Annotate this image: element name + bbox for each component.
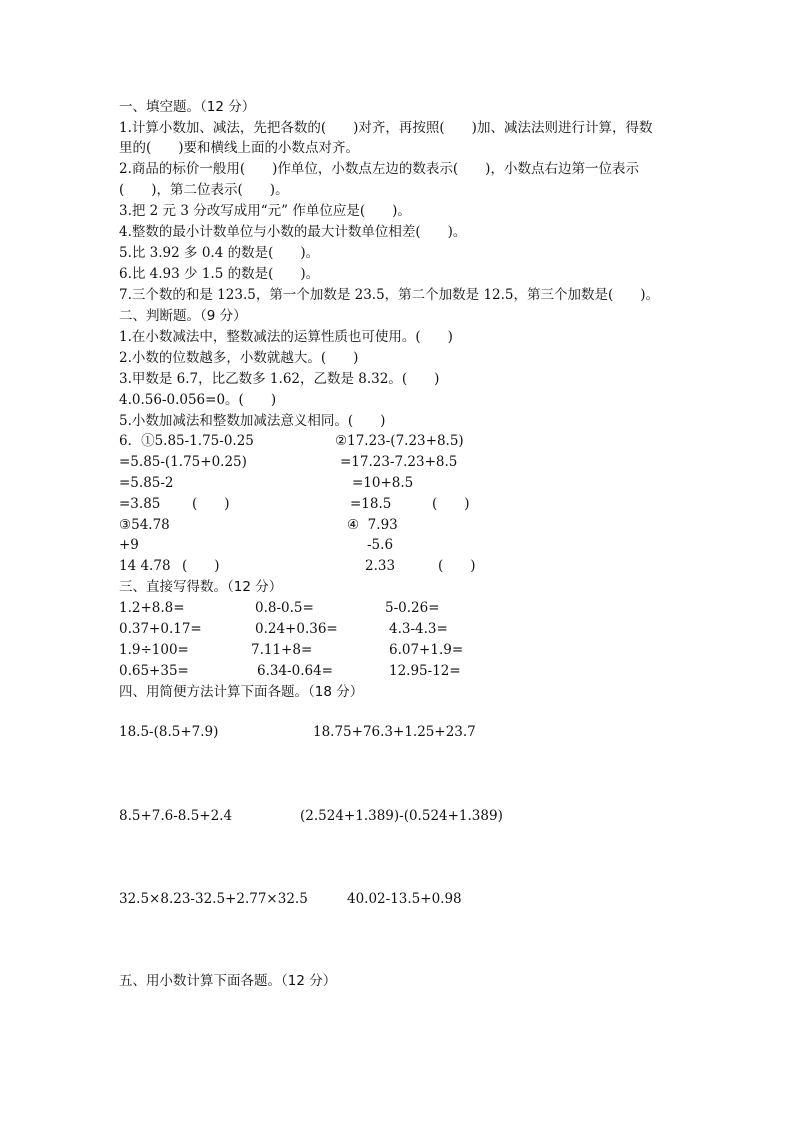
s3-r3-c3: 6.07+1.9=: [389, 642, 464, 658]
s2-q6-right-mark-1: ( ): [432, 496, 470, 512]
s3-r3-c2: 7.11+8=: [251, 642, 313, 658]
s2-q6-right-4: =18.5: [350, 496, 392, 512]
s2-q6-right-3: =10+8.5: [352, 475, 414, 491]
s4-item-4: (2.524+1.389)-(0.524+1.389): [300, 808, 503, 824]
s2-q6-right-6: -5.6: [367, 537, 394, 553]
s4-item-5: 32.5×8.23-32.5+2.77×32.5: [119, 891, 308, 907]
s3-r4-c1: 0.65+35=: [119, 663, 189, 679]
section5-title: 五、用小数计算下面各题。（12 分）: [119, 973, 337, 989]
s2-q6-right-1: ②17.23-(7.23+8.5): [335, 433, 464, 449]
s3-r2-c2: 0.24+0.36=: [255, 621, 338, 637]
s3-r1-c3: 5-0.26=: [385, 600, 440, 616]
s2-q6-left-2: =5.85-(1.75+0.25): [119, 454, 247, 470]
s1-q2-line2: ( )，第二位表示( )。: [119, 182, 289, 198]
s3-r2-c3: 4.3-4.3=: [389, 621, 448, 637]
s3-r1-c1: 1.2+8.8=: [119, 600, 185, 616]
s2-q4: 4.0.56-0.056=0。( ): [119, 392, 277, 408]
s3-r1-c2: 0.8-0.5=: [255, 600, 314, 616]
s1-q2-line1: 2.商品的标价一般用( )作单位，小数点左边的数表示( )，小数点右边第一位表示: [119, 161, 639, 177]
s2-q6-right-5: ④ 7.93: [347, 517, 398, 533]
s2-q1: 1.在小数减法中，整数减法的运算性质也可使用。( ): [119, 329, 453, 345]
s2-q2: 2.小数的位数越多，小数就越大。( ): [119, 350, 359, 366]
s2-q6-left-1: 6．①5.85-1.75-0.25: [119, 433, 254, 449]
s2-q6-right-2: =17.23-7.23+8.5: [340, 454, 458, 470]
s1-q1-line1: 1.计算小数加、减法，先把各数的( )对齐，再按照( )加、减法法则进行计算，得数: [119, 120, 653, 136]
s3-r4-c2: 6.34-0.64=: [257, 663, 333, 679]
s2-q6-left-7: 14 4.78: [119, 558, 171, 574]
s4-item-3: 8.5+7.6-8.5+2.4: [119, 808, 233, 824]
s2-q6-right-7: 2.33: [365, 558, 396, 574]
s1-q7: 7.三个数的和是 123.5，第一个加数是 23.5，第二个加数是 12.5，第三个加数是( )。: [119, 287, 660, 303]
section1-title: 一、填空题。（12 分）: [119, 99, 256, 115]
s2-q6-left-3: =5.85-2: [119, 475, 174, 491]
s4-item-2: 18.75+76.3+1.25+23.7: [313, 724, 476, 740]
s2-q6-left-mark-1: ( ): [192, 496, 230, 512]
s2-q6-left-4: =3.85: [119, 496, 161, 512]
s3-r3-c1: 1.9÷100=: [119, 642, 189, 658]
s2-q6-left-mark-2: ( ): [182, 558, 220, 574]
s1-q5: 5.比 3.92 多 0.4 的数是( )。: [119, 245, 320, 261]
s4-item-6: 40.02-13.5+0.98: [347, 891, 462, 907]
s2-q6-left-5: ③54.78: [119, 517, 170, 533]
s3-r4-c3: 12.95-12=: [389, 663, 461, 679]
s4-item-1: 18.5-(8.5+7.9): [119, 724, 219, 740]
section2-title: 二、判断题。（9 分）: [119, 308, 247, 324]
s1-q4: 4.整数的最小计数单位与小数的最大计数单位相差( )。: [119, 224, 467, 240]
s2-q5: 5.小数加减法和整数加减法意义相同。( ): [119, 413, 386, 429]
s1-q3: 3.把 2 元 3 分改写成用“元” 作单位应是( )。: [119, 203, 411, 219]
s1-q1-line2: 里的( )要和横线上面的小数点对齐。: [119, 140, 360, 156]
s2-q3: 3.甲数是 6.7，比乙数多 1.62，乙数是 8.32。( ): [119, 371, 440, 387]
s2-q6-right-mark-2: ( ): [438, 558, 476, 574]
s3-r2-c1: 0.37+0.17=: [119, 621, 202, 637]
s2-q6-left-6: +9: [119, 537, 139, 553]
section3-title: 三、直接写得数。（12 分）: [119, 579, 283, 595]
s1-q6: 6.比 4.93 少 1.5 的数是( )。: [119, 266, 320, 282]
section4-title: 四、用简便方法计算下面各题。（18 分）: [119, 684, 364, 700]
